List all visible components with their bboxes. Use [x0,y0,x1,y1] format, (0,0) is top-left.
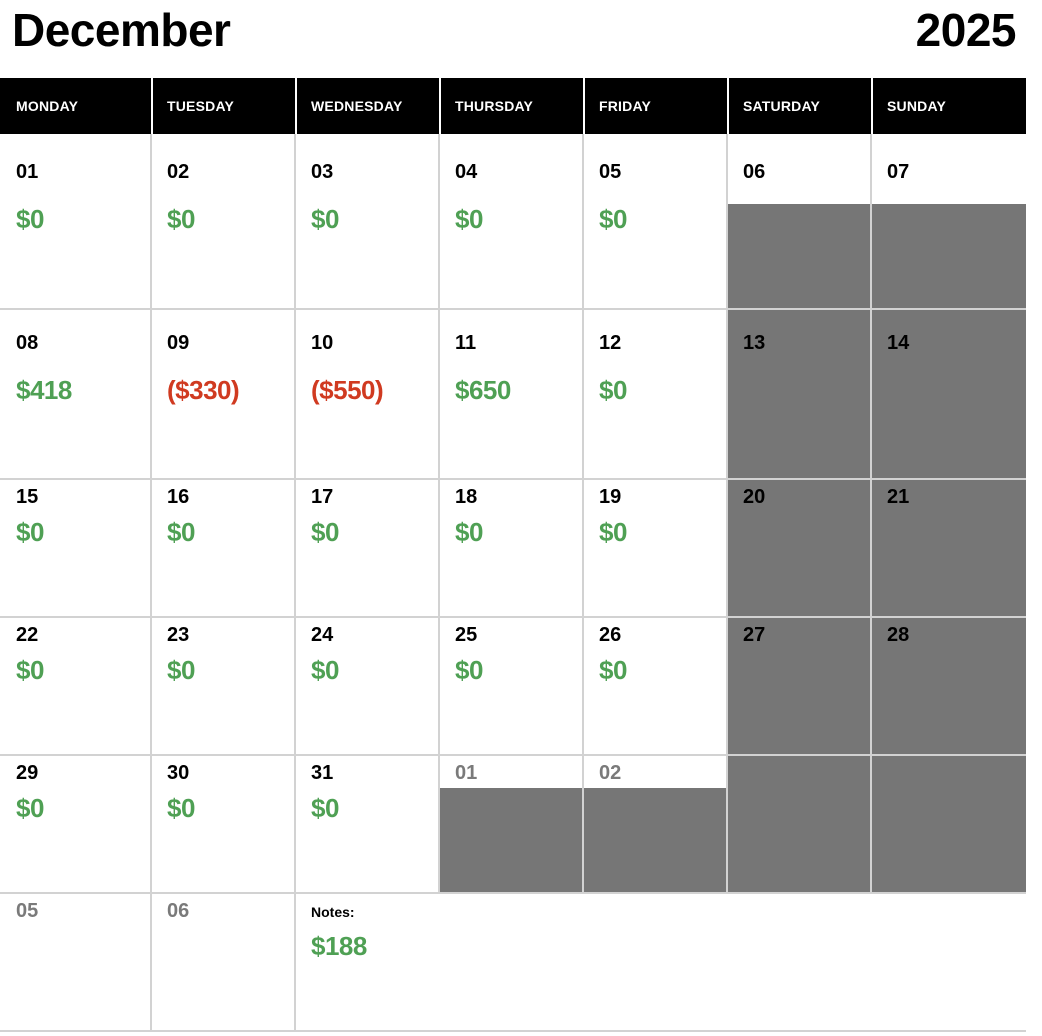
grid-line-horizontal [0,754,1026,756]
day-cell[interactable] [871,479,1026,617]
day-amount: $0 [167,793,195,823]
day-amount: $0 [167,204,195,234]
day-cell[interactable] [439,134,583,309]
day-number: 05 [599,161,622,183]
day-number: 25 [455,624,478,646]
day-number: 06 [743,161,766,183]
day-number: 22 [16,624,39,646]
weekend-shade [871,204,1026,309]
grid-line-horizontal [0,308,1026,310]
day-amount: $418 [16,375,72,405]
day-amount: $0 [455,655,483,685]
notes-amount: $188 [311,931,367,961]
day-amount: $0 [311,793,339,823]
day-number: 11 [455,332,477,354]
day-amount: $0 [167,517,195,547]
day-amount: $0 [599,375,627,405]
grid-line-horizontal [0,892,1026,894]
grid-line-vertical [294,134,296,1031]
weekend-shade [727,204,871,309]
notes-area[interactable] [295,893,1026,1031]
grid-line-horizontal [0,616,1026,618]
day-amount: $0 [311,517,339,547]
day-amount: $0 [16,793,44,823]
day-number: 12 [599,332,622,354]
day-cell[interactable] [151,617,295,755]
day-amount: $0 [455,204,483,234]
day-cell[interactable] [727,755,871,893]
day-number: 24 [311,624,334,646]
day-number: 03 [311,161,334,183]
day-number: 05 [16,900,39,922]
day-number: 17 [311,486,334,508]
day-cell[interactable] [871,134,1026,309]
day-cell[interactable] [439,755,583,893]
notes-label: Notes: [311,904,355,920]
day-number: 19 [599,486,622,508]
day-cell[interactable] [583,134,727,309]
grid-line-horizontal [0,1030,1026,1032]
day-number: 01 [455,762,478,784]
day-amount: $0 [599,517,627,547]
day-cell[interactable] [583,755,727,893]
day-amount: $650 [455,375,511,405]
day-cell[interactable] [0,309,151,479]
weekday-header-thursday: THURSDAY [439,78,583,134]
day-amount: $0 [599,655,627,685]
day-number: 09 [167,332,190,354]
day-cell[interactable] [151,309,295,479]
day-number: 07 [887,161,910,183]
day-amount: $0 [167,655,195,685]
day-cell[interactable] [439,617,583,755]
day-number: 04 [455,161,478,183]
header-divider [583,78,585,134]
day-amount: ($330) [167,375,240,405]
day-number: 16 [167,486,190,508]
day-cell[interactable] [0,893,151,1031]
day-cell[interactable] [295,134,439,309]
day-cell[interactable] [0,755,151,893]
day-cell[interactable] [439,309,583,479]
day-number: 10 [311,332,334,354]
day-cell[interactable] [151,893,295,1031]
day-number: 29 [16,762,39,784]
day-number: 01 [16,161,39,183]
day-cell[interactable] [871,755,1026,893]
day-amount: $0 [16,655,44,685]
day-amount: $0 [311,655,339,685]
day-cell[interactable] [439,479,583,617]
day-amount: $0 [16,517,44,547]
day-number: 27 [743,624,766,646]
day-amount: $0 [599,204,627,234]
day-cell[interactable] [583,309,727,479]
day-cell[interactable] [295,479,439,617]
day-cell[interactable] [727,617,871,755]
weekday-header-monday: MONDAY [0,78,151,134]
day-number: 23 [167,624,190,646]
day-number: 14 [887,332,910,354]
header-divider [295,78,297,134]
day-cell[interactable] [727,479,871,617]
day-cell[interactable] [295,309,439,479]
weekend-shade [439,788,583,893]
day-cell[interactable] [583,617,727,755]
day-number: 30 [167,762,190,784]
weekday-header-friday: FRIDAY [583,78,727,134]
day-amount: ($550) [311,375,384,405]
year-title: 2025 [915,4,1016,56]
header-divider [727,78,729,134]
day-cell[interactable] [727,134,871,309]
weekday-header-saturday: SATURDAY [727,78,871,134]
day-cell[interactable] [151,479,295,617]
day-number: 08 [16,332,39,354]
day-cell[interactable] [583,479,727,617]
day-cell[interactable] [727,309,871,479]
day-amount: $0 [311,204,339,234]
day-number: 26 [599,624,622,646]
day-number: 21 [887,486,910,508]
grid-line-vertical [438,134,440,893]
day-number: 31 [311,762,334,784]
weekend-shade [583,788,727,893]
header-divider [439,78,441,134]
day-cell[interactable] [151,134,295,309]
day-number: 20 [743,486,766,508]
weekday-header-wednesday: WEDNESDAY [295,78,439,134]
weekday-header-tuesday: TUESDAY [151,78,295,134]
header-divider [151,78,153,134]
day-number: 02 [599,762,622,784]
day-cell[interactable] [295,755,439,893]
day-number: 02 [167,161,190,183]
day-cell[interactable] [871,309,1026,479]
day-cell[interactable] [0,134,151,309]
grid-line-vertical [582,134,584,893]
month-title: December [12,4,231,56]
day-number: 13 [743,332,766,354]
day-cell[interactable] [0,479,151,617]
day-amount: $0 [455,517,483,547]
grid-line-vertical [870,134,872,893]
weekend-shade [727,755,871,893]
day-cell[interactable] [295,617,439,755]
day-cell[interactable] [0,617,151,755]
header-divider [871,78,873,134]
day-number: 15 [16,486,39,508]
grid-line-horizontal [0,478,1026,480]
day-cell[interactable] [871,617,1026,755]
grid-line-vertical [150,134,152,1031]
weekday-header-sunday: SUNDAY [871,78,1026,134]
day-number: 18 [455,486,478,508]
day-cell[interactable] [151,755,295,893]
day-number: 06 [167,900,190,922]
grid-line-vertical [726,134,728,893]
day-amount: $0 [16,204,44,234]
day-number: 28 [887,624,910,646]
weekend-shade [871,755,1026,893]
